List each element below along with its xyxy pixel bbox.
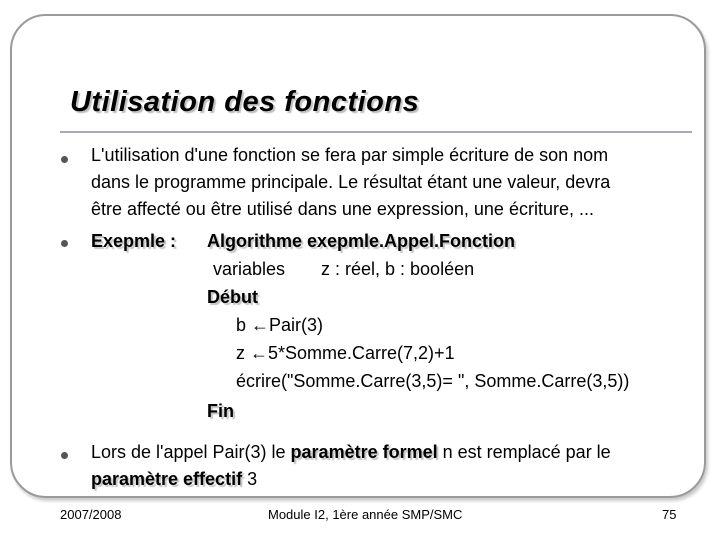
bullet-3-text-part: 3 <box>242 469 258 489</box>
bullet-3-line-2 <box>91 466 611 493</box>
footer-module: Module I2, 1ère année SMP/SMC <box>268 507 463 522</box>
bullet-3-text-part: Lors de l'appel Pair(3) le <box>91 442 291 462</box>
bullet-1-line-2: dans le programme principale. Le résultat étant une valeur, devra <box>91 172 611 192</box>
parametre-effectif-term: paramètre effectif <box>91 469 243 489</box>
debut-keyword: Début <box>207 287 258 307</box>
slide-title: Utilisation des fonctions <box>70 86 420 118</box>
statement-line: écrire("Somme.Carre(3,5)= ", Somme.Carre(3,5)) <box>236 371 630 391</box>
example-label: Exepmle : <box>91 231 177 251</box>
variables-keyword: variables <box>213 259 286 279</box>
statement-line: b ←Pair(3) <box>236 315 324 335</box>
title-underline <box>60 131 692 133</box>
bullet-dot <box>61 240 68 247</box>
bullet-dot <box>61 452 68 459</box>
bullet-dot <box>61 156 68 163</box>
statement-line: z ←5*Somme.Carre(7,2)+1 <box>236 343 455 363</box>
bullet-3-text <box>91 439 611 493</box>
bullet-1-text <box>91 142 610 223</box>
parametre-formel-term: paramètre formel <box>290 442 438 462</box>
bullet-3-line-1 <box>91 439 611 466</box>
bullet-1-line-1: L'utilisation d'une fonction se fera par simple écriture de son nom <box>91 145 609 165</box>
variables-declaration: z : réel, b : booléen <box>321 259 475 279</box>
footer-date: 2007/2008 <box>60 507 122 522</box>
bullet-3-text-part: n est remplacé par le <box>437 442 611 462</box>
bullet-1-line-3: être affecté ou être utilisé dans une expression, une écriture, ... <box>91 199 594 219</box>
fin-keyword: Fin <box>207 401 234 421</box>
algorithm-header: Algorithme exepmle.Appel.Fonction <box>207 231 516 251</box>
footer-page-number: 75 <box>662 507 677 522</box>
